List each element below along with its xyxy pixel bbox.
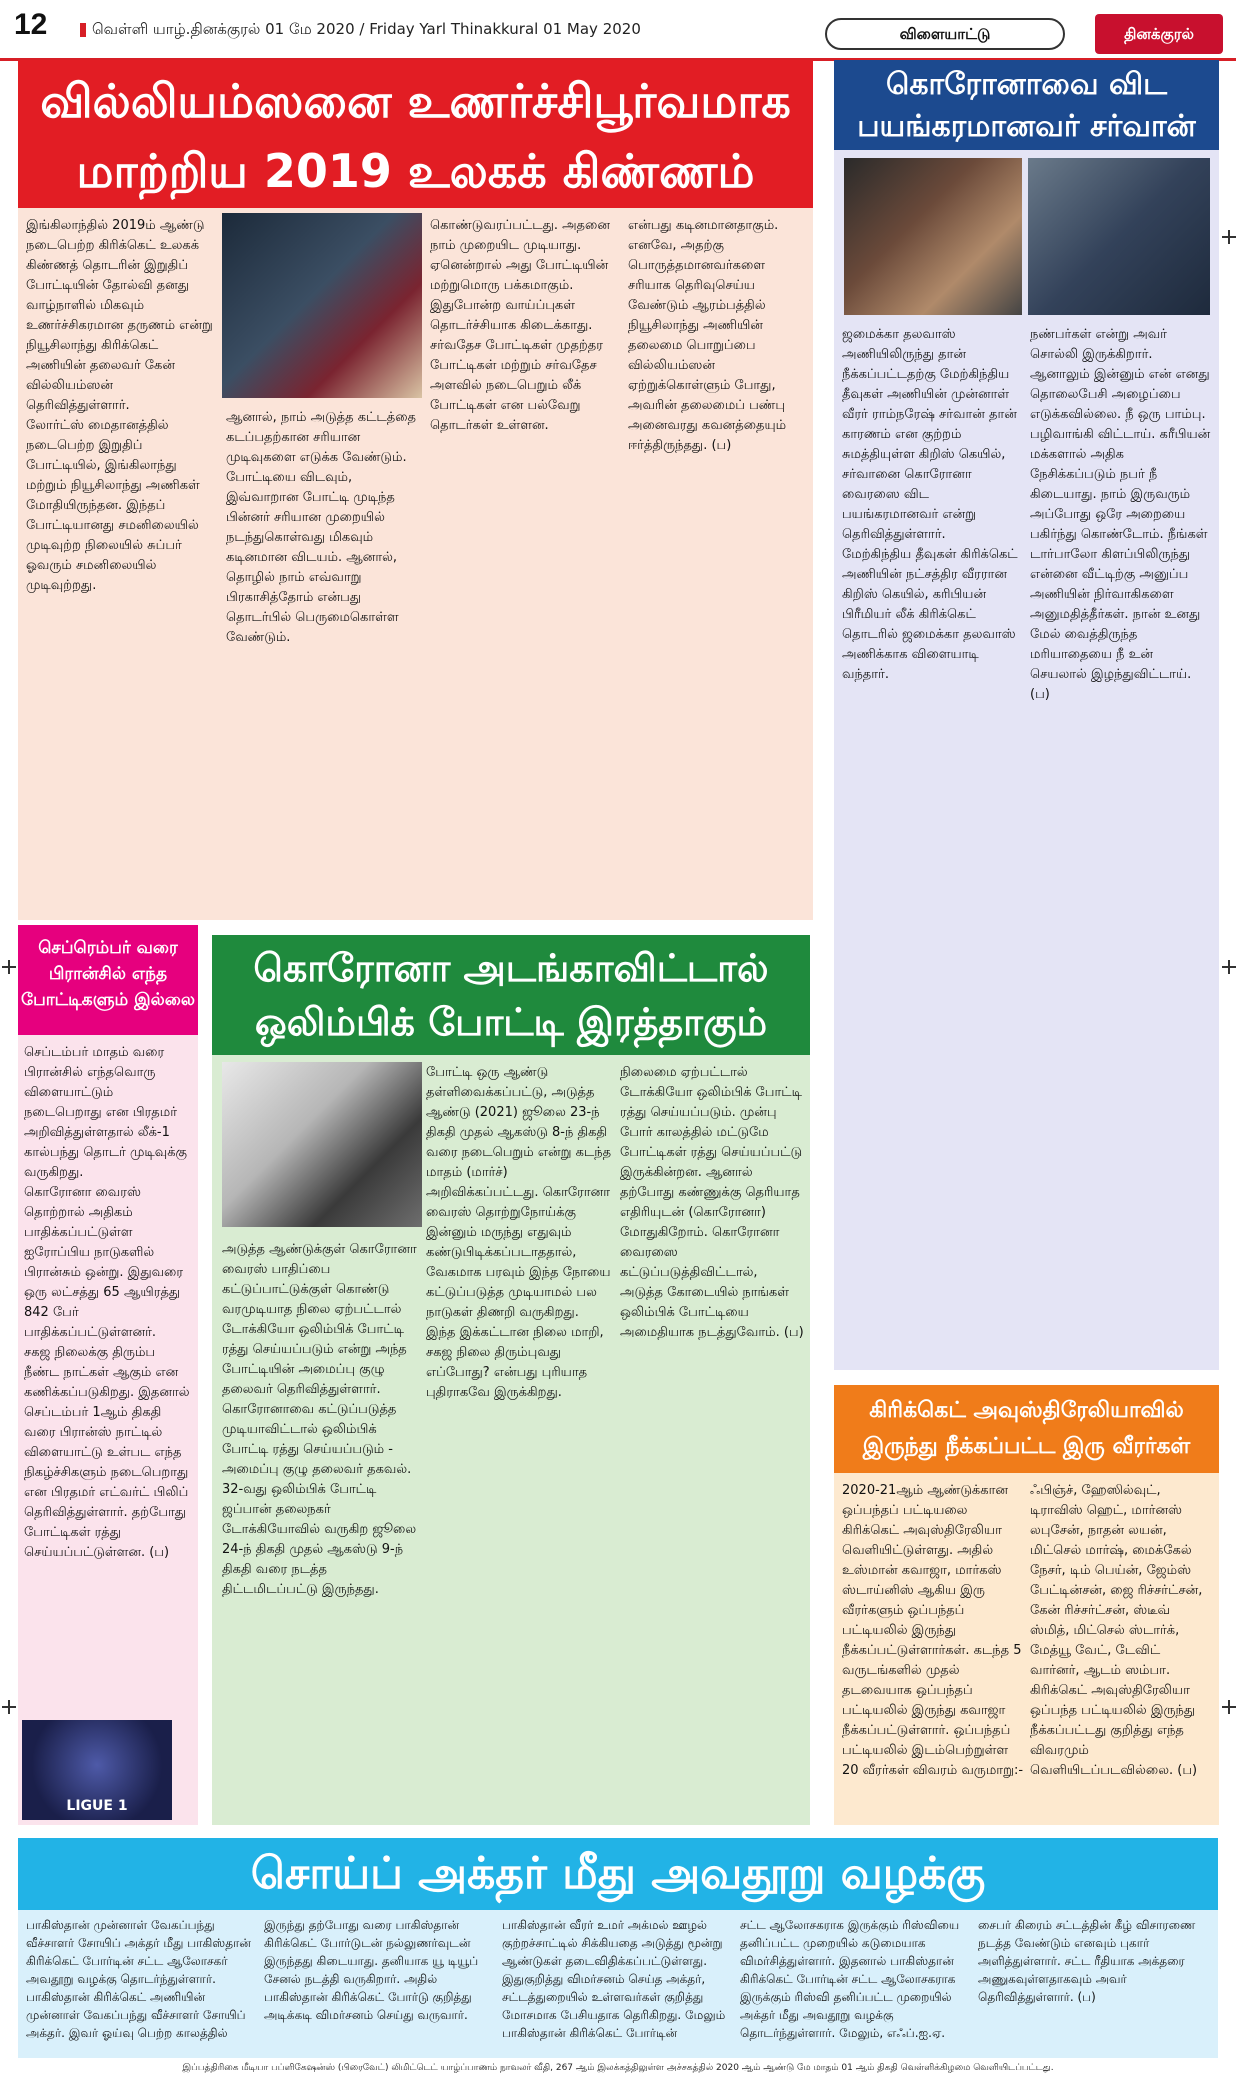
article6-col1: பாகிஸ்தான் முன்னாள் வேகப்பந்து வீச்சாளர் சோயிப் அக்தர் மீது பாகிஸ்தான் கிரிக்கெட் போர்டின் சட்ட ஆலோசகர் அவதூறு வழக்கு தொடர்ந்துள்ளார். பாகிஸ்தான் கிரிக்கெட் அணியின் முன்னாள் வேகப்பந்து வீச்சாளர் சோயிப் அக்தர். இவர் ஓய்வு பெற்ற காலத்தில்	[26, 1918, 251, 2040]
article6-headline: சொய்ப் அக்தர் மீது அவதூறு வழக்கு	[18, 1838, 1218, 1910]
dateline	[80, 20, 641, 40]
ligue1-logo-text: LIGUE 1	[66, 1798, 128, 1814]
registration-mark-icon	[1222, 1700, 1236, 1714]
article6-col2: இருந்து தற்போது வரை பாகிஸ்தான் கிரிக்கெட் போர்டுடன் நல்லுணர்வுடன் இருந்தது கிடையாது. தனியாக யூ டியூப் சேனல் நடத்தி வருகிறார். அதில் பாகிஸ்தான் கிரிக்கெட் போர்டு குறித்து அடிக்கடி விமர்சனம் செய்து வருவார்.	[264, 1918, 479, 2022]
article1-col1: இங்கிலாந்தில் 2019ம் ஆண்டு நடைபெற்ற கிரிக்கெட் உலகக் கிண்ணத் தொடரின் இறுதிப் போட்டியின் தோல்வி தனது வாழ்நாளில் மிகவும் உணர்ச்சிகரமான தருணம் என்று நியூசிலாந்து கிரிக்கெட் அணியின் தலைவர் கேன் வில்லியம்ஸன் தெரிவித்துள்ளார். லோர்ட்ஸ் மைதானத்தில் நடைபெற்ற இறுதிப் போட்டியில், இங்கிலாந்து மற்றும் நியூசிலாந்து அணிகள் மோதியிருந்தன. இந்தப் போட்டியானது சமனிலையில் முடிவுற்ற நிலையில் சுப்பர் ஓவரும் சமனிலையில் முடிவுற்றது.	[26, 218, 213, 593]
sarwan-photo	[844, 158, 1022, 315]
article6-col4: சட்ட ஆலோசகராக இருக்கும் ரிஸ்வியை தனிப்பட்ட முறையில் கடுமையாக விமர்சித்துள்ளார். இதனால் பாகிஸ்தான் கிரிக்கெட் போர்டின் சட்ட ஆலோசகராக இருக்கும் ரிஸ்வி தனிப்பட்ட முறையில் அக்தர் மீது அவதூறு வழக்கு தொடர்ந்துள்ளார். மேலும், எஃப்.ஐ.ஏ.	[740, 1918, 960, 2040]
article4-col1: அடுத்த ஆண்டுக்குள் கொரோனா வைரஸ் பாதிப்பை கட்டுப்பாட்டுக்குள் கொண்டு வரமுடியாத நிலை ஏற்பட்டால் டோக்கியோ ஒலிம்பிக் போட்டி ரத்து செய்யப்படும் என்று அந்த போட்டியின் அமைப்பு குழு தலைவர் தெரிவித்துள்ளார். கொரோனாவை கட்டுப்படுத்த முடியாவிட்டால் ஒலிம்பிக் போட்டி ரத்து செய்யப்படும் - அமைப்பு குழு தலைவர் தகவல். 32-வது ஒலிம்பிக் போட்டி ஜப்பான் தலைநகர் டோக்கியோவில் வருகிற ஜூலை 24-ந் திகதி முதல் ஆகஸ்டு 9-ந் திகதி வரை நடத்த திட்டமிடப்பட்டு இருந்தது.	[222, 1242, 417, 1597]
imprint-footer: இப்பத்திரிகை மீடியா பப்ளிகேஷன்ஸ் (பிரைவேட்) லிமிட்டெட் யாழ்ப்பாணம் நாவலர் வீதி, 267 ஆம் இலக்கத்திலுள்ள அச்சகத்தில் 2020 ஆம் ஆண்டு மே மாதம் 01 ஆம் திகதி வெள்ளிக்கிழமை வெளியிடப்பட்டது.	[182, 2063, 1054, 2073]
page-number: 12	[14, 8, 48, 41]
article4-col2: போட்டி ஒரு ஆண்டு தள்ளிவைக்கப்பட்டு, அடுத்த ஆண்டு (2021) ஜூலை 23-ந் திகதி முதல் ஆகஸ்டு 8-ந் திகதி வரை நடைபெறும் என்று கடந்த மாதம் (மார்ச்) அறிவிக்கப்பட்டது. கொரோனா வைரஸ் தொற்றுநோய்க்கு இன்னும் மருந்து எதுவும் கண்டுபிடிக்கப்படாததால், வேகமாக பரவும் இந்த நோயை கட்டுப்படுத்த முடியாமல் பல நாடுகள் திணறி வருகிறது. இந்த இக்கட்டான நிலை மாறி, சகஜ நிலை திரும்புவது எப்போது? என்பது புரியாத புதிராகவே இருக்கிறது.	[426, 1065, 612, 1400]
red-marker-icon	[80, 23, 86, 37]
article5-headline: கிரிக்கெட் அவுஸ்திரேலியாவில் இருந்து நீக்கப்பட்ட இரு வீரர்கள்	[834, 1385, 1219, 1473]
article1-col3: கொண்டுவரப்பட்டது. அதனை நாம் முறையிட முடியாது. ஏனென்றால் அது போட்டியின் மற்றுமொரு பக்கமாகும். இதுபோன்ற வாய்ப்புகள் தொடர்ச்சியாக கிடைக்காது. சர்வதேச போட்டிகள் முதற்தர போட்டிகள் மற்றும் சர்வதேச அளவில் நடைபெறும் லீக் போட்டிகள் என பல்வேறு தொடர்கள் உள்ளன.	[430, 218, 610, 433]
article2-col2: நண்பர்கள் என்று அவர் சொல்லி இருக்கிறார். ஆனாலும் இன்னும் என் எனது தொலைபேசி அழைப்பை எடுக்கவில்லை. நீ ஒரு பாம்பு. பழிவாங்கி விட்டாய். கரீபியன் மக்களால் அதிக நேசிக்கப்படும் நபர் நீ கிடையாது. நாம் இருவரும் அப்போது ஒரே அறையை பகிர்ந்து கொண்டோம். நீங்கள் டார்பாலோ கிளப்பிலிருந்து என்னை வீட்டிற்கு அனுப்ப அணியின் நிர்வாகிகளை அனுமதித்தீர்கள். நான் உனது மேல் வைத்திருந்த மரியாதையை நீ உன் செயலால் இழந்துவிட்டாய். (ப)	[1030, 327, 1211, 702]
article2-col1: ஜமைக்கா தலவாஸ் அணியிலிருந்து தான் நீக்கப்பட்டதற்கு மேற்கிந்திய தீவுகள் அணியின் முன்னாள் வீரர் ராம்நரேஷ் சர்வான் தான் காரணம் என குற்றம் சுமத்தியுள்ள கிறிஸ் கெயில், சர்வானை கொரோனா வைரஸை விட பயங்கரமானவர் என்று தெரிவித்துள்ளார். மேற்கிந்திய தீவுகள் கிரிக்கெட் அணியின் நட்சத்திர வீரரான கிறிஸ் கெயில், கரிபியன் பிரீமியர் லீக் கிரிக்கெட் தொடரில் ஜமைக்கா தலவாஸ் அணிக்காக விளையாடி வந்தார்.	[842, 327, 1018, 682]
registration-mark-icon	[1222, 960, 1236, 974]
article3-body	[18, 1035, 198, 1825]
article1-col4: என்பது கடினமானதாகும். எனவே, அதற்கு பொருத்தமானவர்களை சரியாக தெரிவுசெய்ய வேண்டும் ஆரம்பத்தில் நியூசிலாந்து அணியின் தலைமை பொறுப்பை வில்லியம்ஸன் ஏற்றுக்கொள்ளும் போது, அவரின் தலைமைப் பண்பு அனைவரது கவனத்தையும் ஈர்த்திருந்தது. (ப)	[628, 218, 787, 453]
article3-text: செப்டம்பர் மாதம் வரை பிரான்சில் எந்தவொரு விளையாட்டும் நடைபெறாது என பிரதமர் அறிவித்துள்ளதால் லீக்-1 கால்பந்து தொடர் முடிவுக்கு வருகிறது. கொரோனா வைரஸ் தொற்றால் அதிகம் பாதிக்கப்பட்டுள்ள ஐரோப்பிய நாடுகளில் பிரான்சும் ஒன்று. இதுவரை ஒரு லட்சத்து 65 ஆயிரத்து 842 பேர் பாதிக்கப்பட்டுள்ளனர். சகஜ நிலைக்கு திரும்ப நீண்ட நாட்கள் ஆகும் என கணிக்கப்படுகிறது. இதனால் செப்டம்பர் 1ஆம் திகதி வரை பிரான்ஸ் நாட்டில் விளையாட்டு உள்பட எந்த நிகழ்ச்சிகளும் நடைபெறாது என பிரதமர் எட்வர்ட் பிலிப் தெரிவித்துள்ளார். தற்போது போட்டிகள் ரத்து செய்யப்பட்டுள்ளன. (ப)	[24, 1045, 190, 1560]
ligue1-logo	[22, 1720, 172, 1820]
section-label: விளையாட்டு	[825, 18, 1065, 50]
article5-col2: ஃபிஞ்ச், ஹேஸில்வுட், டிராவிஸ் ஹெட், மார்னஸ் லபுசேன், நாதன் லயன், மிட்செல் மார்ஷ், மைக்கேல் நேசர், டிம் பெய்ன், ஜேம்ஸ் பேட்டின்சன், ஜை ரிச்சர்ட்சன், கேன் ரிச்சர்ட்சன், ஸ்டீவ் ஸ்மித், மிட்செல் ஸ்டார்க், மேத்யூ வேட், டேவிட் வார்னர், ஆடம் ஸம்பா. கிரிக்கெட் அவுஸ்திரேலியா ஒப்பந்த பட்டியலில் இருந்து நீக்கப்பட்டது குறித்து எந்த விவரமும் வெளியிடப்படவில்லை. (ப)	[1030, 1483, 1203, 1778]
article6-col3: பாகிஸ்தான் வீரர் உமர் அக்மல் ஊழல் குற்றச்சாட்டில் சிக்கியதை அடுத்து மூன்று ஆண்டுகள் தடைவிதிக்கப்பட்டுள்ளது. இதுகுறித்து விமர்சனம் செய்த அக்தர், சட்டத்துறையில் உள்ளவர்கள் குறித்து மோசமாக பேசியதாக தெரிகிறது. மேலும் பாகிஸ்தான் கிரிக்கெட் போர்டின்	[502, 1918, 726, 2040]
williamson-photo	[222, 213, 422, 398]
registration-mark-icon	[2, 960, 16, 974]
gayle-photo	[1028, 158, 1210, 315]
article1-col2: ஆனால், நாம் அடுத்த கட்டத்தை கடப்பதற்கான சரியான முடிவுகளை எடுக்க வேண்டும். போட்டியை விடவும், இவ்வாறான போட்டி முடிந்த பின்னர் சரியான முறையில் நடந்துகொள்வது மிகவும் கடினமான விடயம். ஆனால், தொழில் நாம் எவ்வாறு பிரகாசித்தோம் என்பது தொடர்பில் பெருமைகொள்ள வேண்டும்.	[226, 410, 416, 645]
article4-col3: நிலைமை ஏற்பட்டால் டோக்கியோ ஒலிம்பிக் போட்டி ரத்து செய்யப்படும். முன்பு போர் காலத்தில் மட்டுமே போட்டிகள் ரத்து செய்யப்பட்டு இருக்கின்றன. ஆனால் தற்போது கண்ணுக்கு தெரியாத எதிரியுடன் (கொரோனா) மோதுகிறோம். கொரோனா வைரஸை கட்டுப்படுத்திவிட்டால், அடுத்த கோடையில் நாங்கள் ஒலிம்பிக் போட்டியை அமைதியாக நடத்துவோம். (ப)	[620, 1065, 804, 1340]
article2-headline: கொரோனாவை விட பயங்கரமானவர் சர்வான்	[834, 60, 1219, 150]
article4-headline: கொரோனா அடங்காவிட்டால் ஒலிம்பிக் போட்டி இரத்தாகும்	[212, 935, 810, 1055]
article3-headline: செப்ரெம்பர் வரை பிரான்சில் எந்த போட்டிகளும் இல்லை	[18, 925, 198, 1035]
brand-logo: தினக்குரல்	[1095, 14, 1223, 54]
dateline-text: வெள்ளி யாழ்.தினக்குரல் 01 மே 2020 / Friday Yarl Thinakkural 01 May 2020	[92, 20, 641, 38]
article2-body	[834, 150, 1219, 1370]
article5-col1: 2020-21ஆம் ஆண்டுக்கான ஒப்பந்தப் பட்டியலை கிரிக்கெட் அவுஸ்திரேலியா வெளியிட்டுள்ளது. அதில் உஸ்மான் கவாஜா, மார்கஸ் ஸ்டாய்னிஸ் ஆகிய இரு வீரர்களும் ஒப்பந்தப் பட்டியலில் இருந்து நீக்கப்பட்டுள்ளார்கள். கடந்த 5 வருடங்களில் முதல் தடவையாக ஒப்பந்தப் பட்டியலில் இருந்து கவாஜா நீக்கப்பட்டுள்ளார். ஒப்பந்தப் பட்டியலில் இடம்பெற்றுள்ள 20 வீரர்கள் விவரம் வருமாறு:-	[842, 1483, 1024, 1778]
registration-mark-icon	[1222, 230, 1236, 244]
article5-body	[834, 1473, 1219, 1825]
article6-body	[18, 1910, 1218, 2058]
registration-mark-icon	[2, 1700, 16, 1714]
olympic-official-photo	[222, 1062, 422, 1227]
article6-col5: சைபர் கிரைம் சட்டத்தின் கீழ் விசாரணை நடத்த வேண்டும் எனவும் புகார் அளித்துள்ளார். சட்ட ரீதியாக அக்தரை அணுகவுள்ளதாகவும் அவர் தெரிவித்துள்ளார். (ப)	[978, 1918, 1196, 2004]
article1-headline: வில்லியம்ஸனை உணர்ச்சிபூர்வமாக மாற்றிய 2019 உலகக் கிண்ணம்	[18, 60, 813, 208]
